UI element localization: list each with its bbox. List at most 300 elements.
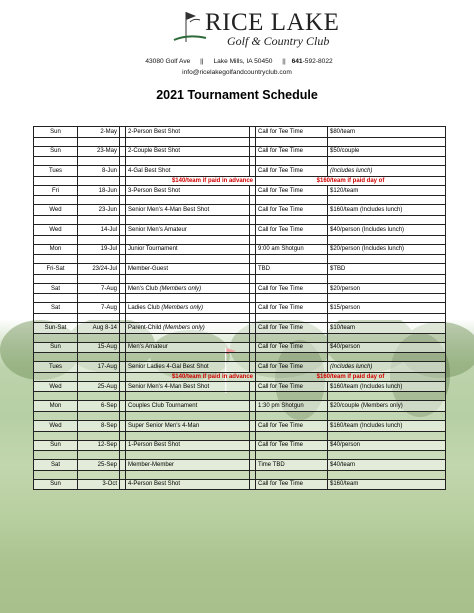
empty-cell	[34, 470, 78, 479]
day-of-price-text: $160/team if paid day of	[316, 177, 385, 184]
fee-cell	[328, 440, 446, 451]
event-cell	[126, 479, 250, 490]
day-cell-text: Wed	[49, 207, 62, 214]
time-cell	[256, 166, 328, 177]
date-cell-text: 15-Aug	[97, 344, 117, 351]
phone-text	[292, 58, 333, 65]
empty-cell	[126, 431, 250, 440]
fee-cell-text: $80/team	[330, 128, 356, 135]
event-cell	[126, 362, 250, 373]
time-cell	[256, 127, 328, 138]
date-cell	[78, 342, 120, 353]
phone-rest: -592-8022	[302, 58, 333, 65]
fee-cell-text: $120/team	[330, 187, 359, 194]
event-cell	[126, 381, 250, 392]
spacer-row	[34, 313, 446, 322]
fee-cell-text: $40/person	[330, 344, 361, 351]
fee-cell	[328, 205, 446, 216]
empty-cell	[328, 235, 446, 244]
empty-cell	[34, 411, 78, 420]
date-cell	[78, 283, 120, 294]
table-row	[34, 479, 446, 490]
empty-cell	[328, 215, 446, 224]
time-cell	[256, 381, 328, 392]
fee-cell	[328, 381, 446, 392]
day-of-price-text: $160/team if paid day of	[316, 373, 385, 380]
day-cell-text: Sun-Sat	[44, 324, 67, 331]
date-cell-text: 12-Sep	[97, 442, 117, 449]
fee-cell-text: $TBD	[330, 265, 346, 272]
advance-price-text: $140/team if paid in advance	[171, 177, 253, 184]
empty-cell	[126, 235, 250, 244]
fee-cell	[328, 362, 446, 373]
empty-cell	[328, 255, 446, 264]
date-cell-text: 17-Aug	[97, 363, 117, 370]
event-cell-text: Member-Guest	[128, 265, 169, 272]
day-cell	[34, 224, 78, 235]
date-cell	[78, 264, 120, 275]
fee-cell-text: $20/person	[330, 285, 361, 292]
empty-cell	[34, 137, 78, 146]
advance-price-note	[126, 176, 256, 185]
time-cell	[256, 401, 328, 412]
advance-price-text: $140/team if paid in advance	[171, 373, 253, 380]
empty-cell	[78, 196, 120, 205]
spacer-row	[34, 431, 446, 440]
table-row	[34, 205, 446, 216]
table-row	[34, 440, 446, 451]
empty-cell	[256, 353, 328, 362]
time-cell	[256, 479, 328, 490]
date-cell	[78, 185, 120, 196]
fee-cell-text: $40/person (Includes lunch)	[330, 226, 405, 233]
empty-cell	[34, 333, 78, 342]
event-cell	[126, 420, 250, 431]
empty-cell	[126, 451, 250, 460]
spacer-row	[34, 255, 446, 264]
fee-cell	[328, 322, 446, 333]
date-cell	[78, 146, 120, 157]
date-cell-text: 14-Jul	[100, 226, 117, 233]
time-cell-text: Call for Tee Time	[258, 167, 303, 174]
empty-cell	[126, 392, 250, 401]
date-cell-text: Aug 8-14	[92, 324, 117, 331]
empty-cell	[78, 235, 120, 244]
event-cell	[126, 283, 250, 294]
spacer-row	[34, 274, 446, 283]
table-row	[34, 283, 446, 294]
date-cell	[78, 322, 120, 333]
fee-cell-text: $10/team	[330, 324, 356, 331]
fee-cell	[328, 224, 446, 235]
fee-cell	[328, 479, 446, 490]
date-cell	[78, 362, 120, 373]
event-cell-text: Member-Member	[128, 461, 175, 468]
date-cell-text: 2-May	[100, 128, 117, 135]
table-row	[34, 322, 446, 333]
page-title: 2021 Tournament Schedule	[156, 88, 318, 102]
fee-cell	[328, 244, 446, 255]
day-cell-text: Sat	[50, 461, 60, 468]
spacer-row	[34, 411, 446, 420]
empty-cell	[256, 255, 328, 264]
day-cell-text: Sat	[50, 305, 60, 312]
day-cell-text: Sun	[50, 442, 61, 449]
table-row	[34, 244, 446, 255]
event-cell-text: 2-Couple Best Shot	[128, 148, 181, 155]
empty-cell	[78, 215, 120, 224]
time-cell	[256, 146, 328, 157]
table-row	[34, 460, 446, 471]
time-cell-text: Call for Tee Time	[258, 305, 303, 312]
day-cell	[34, 185, 78, 196]
empty-cell	[256, 431, 328, 440]
event-cell	[126, 166, 250, 177]
spacer-row	[34, 215, 446, 224]
date-cell	[78, 479, 120, 490]
day-cell	[34, 264, 78, 275]
empty-cell	[256, 274, 328, 283]
spacer-row	[34, 294, 446, 303]
event-cell-text: Couples Club Tournament	[128, 403, 198, 410]
time-cell-text: Call for Tee Time	[258, 383, 303, 390]
event-cell-text: Super Senior Men's 4-Man	[128, 422, 200, 429]
time-cell	[256, 460, 328, 471]
empty-cell	[126, 157, 250, 166]
time-cell-text: 1:30 pm Shotgun	[258, 403, 304, 410]
time-cell	[256, 283, 328, 294]
empty-cell	[126, 137, 250, 146]
table-row	[34, 342, 446, 353]
empty-cell	[78, 255, 120, 264]
empty-cell	[78, 392, 120, 401]
spacer-row	[34, 392, 446, 401]
time-cell	[256, 264, 328, 275]
empty-cell	[34, 392, 78, 401]
empty-cell	[34, 372, 78, 381]
empty-cell	[328, 313, 446, 322]
fee-cell	[328, 342, 446, 353]
date-cell-text: 6-Sep	[100, 403, 117, 410]
empty-cell	[328, 411, 446, 420]
spacer-row	[34, 137, 446, 146]
day-cell-text: Mon	[49, 403, 62, 410]
empty-cell	[328, 294, 446, 303]
empty-cell	[34, 157, 78, 166]
event-cell-text: Senior Men's Amateur	[128, 226, 187, 233]
fee-cell-text: $160/team (Includes lunch)	[330, 207, 403, 214]
fee-cell-text: $160/team	[330, 481, 359, 488]
empty-cell	[256, 470, 328, 479]
day-cell	[34, 440, 78, 451]
fee-cell-text: $20/person (Includes lunch)	[330, 246, 405, 253]
day-cell	[34, 381, 78, 392]
empty-cell	[328, 157, 446, 166]
event-cell-text: Senior Men's 4-Man Best Shot	[128, 383, 210, 390]
date-cell-text: 23-Jun	[98, 207, 117, 214]
advance-price-note	[126, 372, 256, 381]
empty-cell	[34, 215, 78, 224]
empty-cell	[34, 353, 78, 362]
time-cell-text: Call for Tee Time	[258, 344, 303, 351]
event-cell	[126, 440, 250, 451]
empty-cell	[78, 353, 120, 362]
event-cell	[126, 342, 250, 353]
empty-cell	[34, 196, 78, 205]
date-cell	[78, 205, 120, 216]
time-cell	[256, 322, 328, 333]
event-cell	[126, 322, 250, 333]
time-cell-text: Call for Tee Time	[258, 363, 303, 370]
event-cell-text: 4-Person Best Shot	[128, 481, 181, 488]
empty-cell	[78, 470, 120, 479]
table-row	[34, 381, 446, 392]
day-cell-text: Sun	[50, 148, 61, 155]
address-text: 43080 Golf Ave	[145, 58, 191, 65]
event-cell-text: Junior Tournament	[128, 246, 178, 253]
event-cell	[126, 303, 250, 314]
fee-cell-text: $40/person	[330, 442, 361, 449]
table-row	[34, 362, 446, 373]
time-cell-text: Call for Tee Time	[258, 148, 303, 155]
event-cell	[126, 127, 250, 138]
day-cell-text: Fri-Sat	[46, 265, 65, 272]
day-cell-text: Fri	[52, 187, 59, 194]
empty-cell	[256, 313, 328, 322]
empty-cell	[256, 451, 328, 460]
empty-cell	[328, 353, 446, 362]
spacer-row	[34, 196, 446, 205]
fee-cell-text: $160/team (Includes lunch)	[330, 422, 403, 429]
fee-cell-text: (Includes lunch)	[330, 167, 373, 174]
date-cell	[78, 127, 120, 138]
day-cell-text: Wed	[49, 226, 62, 233]
fee-cell-text: $15/person	[330, 305, 361, 312]
day-cell-text: Wed	[49, 383, 62, 390]
time-cell-text: Call for Tee Time	[258, 226, 303, 233]
date-cell	[78, 381, 120, 392]
empty-cell	[126, 333, 250, 342]
empty-cell	[78, 274, 120, 283]
time-cell-text: Call for Tee Time	[258, 422, 303, 429]
empty-cell	[328, 196, 446, 205]
day-cell	[34, 401, 78, 412]
time-cell	[256, 420, 328, 431]
empty-cell	[34, 235, 78, 244]
empty-cell	[328, 392, 446, 401]
time-cell	[256, 440, 328, 451]
empty-cell	[126, 353, 250, 362]
date-cell-text: 8-Jun	[101, 167, 117, 174]
date-cell-text: 7-Aug	[100, 285, 117, 292]
fee-cell-text: $160/team (Includes lunch)	[330, 383, 403, 390]
members-only-note: (Members only)	[159, 285, 202, 292]
day-cell	[34, 322, 78, 333]
time-cell-text: Call for Tee Time	[258, 442, 303, 449]
spacer-row	[34, 451, 446, 460]
spacer-row	[34, 157, 446, 166]
day-cell-text: Sun	[50, 481, 61, 488]
event-cell-text: Parent-Child	[128, 324, 162, 331]
email-link[interactable]: info@ricelakegolfandcountryclub.com	[182, 69, 292, 76]
day-cell	[34, 244, 78, 255]
empty-cell	[126, 255, 250, 264]
empty-cell	[34, 431, 78, 440]
empty-cell	[256, 411, 328, 420]
empty-cell	[256, 215, 328, 224]
date-cell-text: 23/24-Jul	[92, 265, 117, 272]
day-cell	[34, 342, 78, 353]
fee-cell	[328, 401, 446, 412]
empty-cell	[256, 137, 328, 146]
empty-cell	[328, 274, 446, 283]
fee-cell-text: (Includes lunch)	[330, 363, 373, 370]
fee-cell	[328, 127, 446, 138]
golf-flag-logo-icon	[172, 8, 208, 50]
separator: ||	[200, 58, 204, 65]
date-cell-text: 8-Sep	[100, 422, 117, 429]
day-cell	[34, 283, 78, 294]
day-cell-text: Wed	[49, 422, 62, 429]
date-cell-text: 3-Oct	[102, 481, 117, 488]
event-cell	[126, 401, 250, 412]
time-cell-text: Call for Tee Time	[258, 128, 303, 135]
date-cell-text: 23-May	[96, 148, 117, 155]
empty-cell	[34, 294, 78, 303]
table-row	[34, 264, 446, 275]
event-cell-text: Senior Ladies 4-Gal Best Shot	[128, 363, 209, 370]
day-cell	[34, 303, 78, 314]
empty-cell	[328, 431, 446, 440]
event-cell-text: 3-Person Best Shot	[128, 187, 181, 194]
time-cell	[256, 224, 328, 235]
empty-cell	[78, 176, 120, 185]
date-cell-text: 25-Sep	[97, 461, 117, 468]
time-cell	[256, 244, 328, 255]
empty-cell	[256, 333, 328, 342]
date-cell-text: 25-Aug	[97, 383, 117, 390]
empty-cell	[34, 274, 78, 283]
empty-cell	[126, 313, 250, 322]
day-cell	[34, 479, 78, 490]
event-cell	[126, 205, 250, 216]
empty-cell	[126, 274, 250, 283]
day-cell	[34, 127, 78, 138]
day-cell-text: Mon	[49, 246, 62, 253]
fee-cell	[328, 166, 446, 177]
time-cell	[256, 303, 328, 314]
empty-cell	[328, 333, 446, 342]
date-cell	[78, 401, 120, 412]
empty-cell	[328, 470, 446, 479]
empty-cell	[78, 157, 120, 166]
empty-cell	[78, 294, 120, 303]
event-cell	[126, 244, 250, 255]
empty-cell	[78, 431, 120, 440]
empty-cell	[256, 235, 328, 244]
day-cell-text: Tues	[48, 167, 63, 174]
table-row	[34, 166, 446, 177]
members-only-note: (Members only)	[163, 324, 205, 331]
fee-cell	[328, 264, 446, 275]
date-cell-text: 7-Aug	[100, 305, 117, 312]
time-cell-text: Time TBD	[258, 461, 285, 468]
day-cell	[34, 420, 78, 431]
schedule-table	[33, 126, 446, 490]
date-cell-text: 19-Jul	[100, 246, 117, 253]
empty-cell	[34, 313, 78, 322]
empty-cell	[126, 470, 250, 479]
empty-cell	[34, 255, 78, 264]
day-cell	[34, 146, 78, 157]
time-cell-text: 9:00 am Shotgun	[258, 246, 304, 253]
time-cell	[256, 185, 328, 196]
empty-cell	[78, 137, 120, 146]
table-row	[34, 224, 446, 235]
event-cell	[126, 146, 250, 157]
day-cell-text: Tues	[48, 363, 63, 370]
date-cell	[78, 460, 120, 471]
event-cell-text: Men's Club	[128, 285, 158, 292]
fee-cell-text: $20/couple (Members only)	[330, 403, 403, 410]
day-cell-text: Sat	[50, 285, 60, 292]
fee-cell	[328, 146, 446, 157]
empty-cell	[78, 333, 120, 342]
spacer-row	[34, 235, 446, 244]
time-cell-text: Call for Tee Time	[258, 481, 303, 488]
time-cell	[256, 342, 328, 353]
empty-cell	[126, 196, 250, 205]
date-cell	[78, 166, 120, 177]
fee-cell	[328, 185, 446, 196]
event-cell	[126, 264, 250, 275]
club-subtitle-logo: Golf & Country Club	[227, 34, 330, 48]
empty-cell	[78, 411, 120, 420]
event-cell-text: 2-Person Best Shot	[128, 128, 181, 135]
time-cell-text: Call for Tee Time	[258, 285, 303, 292]
time-cell	[256, 362, 328, 373]
day-cell-text: Sun	[50, 344, 61, 351]
empty-cell	[256, 392, 328, 401]
time-cell-text: Call for Tee Time	[258, 324, 303, 331]
time-cell	[256, 205, 328, 216]
spacer-row	[34, 353, 446, 362]
empty-cell	[78, 313, 120, 322]
fee-cell-text: $50/couple	[330, 148, 360, 155]
members-only-note: (Members only)	[161, 305, 204, 312]
date-cell	[78, 244, 120, 255]
separator: ||	[282, 58, 286, 65]
event-cell	[126, 460, 250, 471]
event-cell	[126, 224, 250, 235]
empty-cell	[34, 176, 78, 185]
event-cell	[126, 185, 250, 196]
empty-cell	[78, 451, 120, 460]
fee-cell	[328, 303, 446, 314]
spacer-row	[34, 333, 446, 342]
fee-cell	[328, 283, 446, 294]
empty-cell	[256, 157, 328, 166]
empty-cell	[126, 294, 250, 303]
phone-prefix: 641	[291, 58, 303, 65]
day-of-price-note	[256, 176, 446, 185]
date-cell	[78, 440, 120, 451]
time-cell-text: TBD	[258, 265, 270, 272]
empty-cell	[328, 451, 446, 460]
empty-cell	[256, 196, 328, 205]
city-text: Lake Mills, IA 50450	[213, 58, 273, 65]
day-cell	[34, 362, 78, 373]
